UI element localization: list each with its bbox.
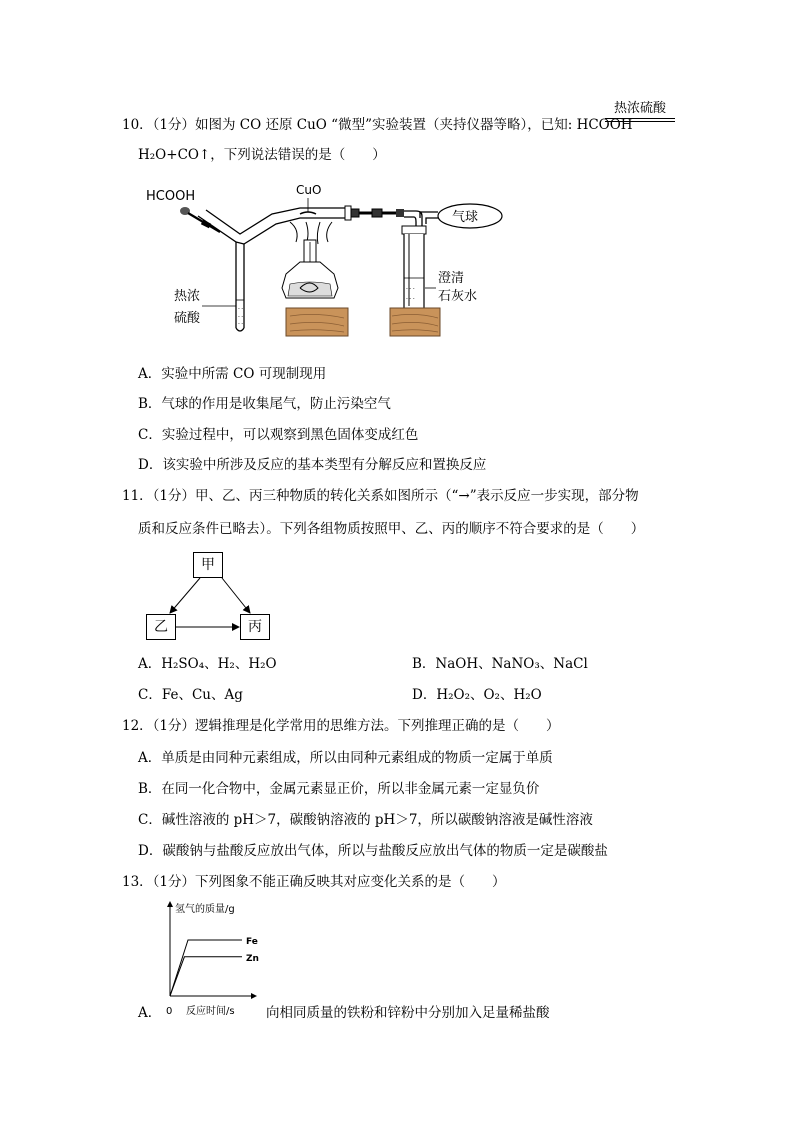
q10-option-c[interactable]: C．实验过程中，可以观察到黑色固体变成红色 [138, 427, 419, 443]
svg-text:- - -: - - - [406, 286, 415, 292]
node-yi: 乙 [146, 614, 176, 640]
q11-conversion-diagram [140, 550, 280, 642]
q10-reaction-condition: 热浓硫酸 [605, 101, 675, 119]
balloon-label: 气球 [452, 210, 479, 225]
q10-apparatus-figure [140, 178, 520, 338]
q10-option-b[interactable]: B．气球的作用是收集尾气，防止污染空气 [138, 396, 391, 412]
series-label-fe: Fe [246, 937, 258, 947]
q10-option-a[interactable]: A．实验中所需 CO 可现制现用 [138, 366, 327, 382]
acid-label-line2: 硫酸 [174, 311, 201, 326]
q10-reaction-arrow [605, 121, 675, 122]
svg-text:- -: - - [238, 314, 244, 320]
q10-stem-line1: 10．（1分）如图为 CO 还原 CuO “微型”实验装置（夹持仪器等略），已知: HCOOH [122, 117, 633, 133]
chart-series-layer [170, 937, 259, 996]
svg-text:- -: - - [238, 321, 244, 327]
q11-option-a[interactable]: A．H₂SO₄、H₂、H₂O [138, 656, 277, 672]
svg-text:- - -: - - - [406, 296, 415, 302]
node-jia: 甲 [193, 552, 223, 578]
q11-stem-line2: 质和反应条件已略去）。下列各组物质按照甲、乙、丙的顺序不符合要求的是（ ） [138, 521, 645, 537]
cuo-label: CuO [296, 183, 322, 197]
q13-option-a-label[interactable]: A． [138, 1005, 162, 1021]
q12-stem: 12．（1分）逻辑推理是化学常用的思维方法。下列推理正确的是（ ） [122, 718, 560, 734]
q10-option-d[interactable]: D．该实验中所涉及反应的基本类型有分解反应和置换反应 [138, 457, 487, 473]
limewater-label-line2: 石灰水 [438, 289, 478, 304]
q11-stem-line1: 11．（1分）甲、乙、丙三种物质的转化关系如图所示（“→”表示反应一步实现，部分物 [122, 488, 639, 504]
q13-stem: 13．（1分）下列图象不能正确反映其对应变化关系的是（ ） [122, 874, 506, 890]
q12-option-d[interactable]: D．碳酸钠与盐酸反应放出气体，所以与盐酸反应放出气体的物质一定是碳酸盐 [138, 843, 608, 859]
q10-stem-line2: H₂O+CO↑，下列说法错误的是（ ） [138, 147, 386, 163]
q12-option-a[interactable]: A．单质是由同种元素组成，所以由同种元素组成的物质一定属于单质 [138, 750, 553, 766]
q11-option-b[interactable]: B．NaOH、NaNO₃、NaCl [412, 656, 588, 672]
q11-option-d[interactable]: D．H₂O₂、O₂、H₂O [412, 687, 542, 703]
diagram-arrows [140, 550, 280, 642]
series-label-zn: Zn [246, 953, 259, 964]
chart-xlabel: 反应时间/s [186, 1006, 235, 1017]
acid-label-line1: 热浓 [174, 289, 201, 304]
q12-option-b[interactable]: B．在同一化合物中，金属元素显正价，所以非金属元素一定显负价 [138, 781, 540, 797]
svg-text:- -: - - [238, 306, 244, 312]
q11-option-c[interactable]: C．Fe、Cu、Ag [138, 687, 243, 703]
chart-origin: 0 [166, 1006, 173, 1017]
hcooh-label: HCOOH [146, 189, 196, 204]
chart-ylabel: 氢气的质量/g [175, 904, 235, 915]
q13-option-a-text[interactable]: 向相同质量的铁粉和锌粉中分别加入足量稀盐酸 [266, 1005, 550, 1021]
q12-option-c[interactable]: C．碱性溶液的 pH＞7，碳酸钠溶液的 pH＞7，所以碳酸钠溶液是碱性溶液 [138, 812, 593, 828]
node-bing: 丙 [240, 614, 270, 640]
limewater-label-line1: 澄清 [438, 271, 465, 286]
q13-option-a-chart [156, 896, 266, 1020]
